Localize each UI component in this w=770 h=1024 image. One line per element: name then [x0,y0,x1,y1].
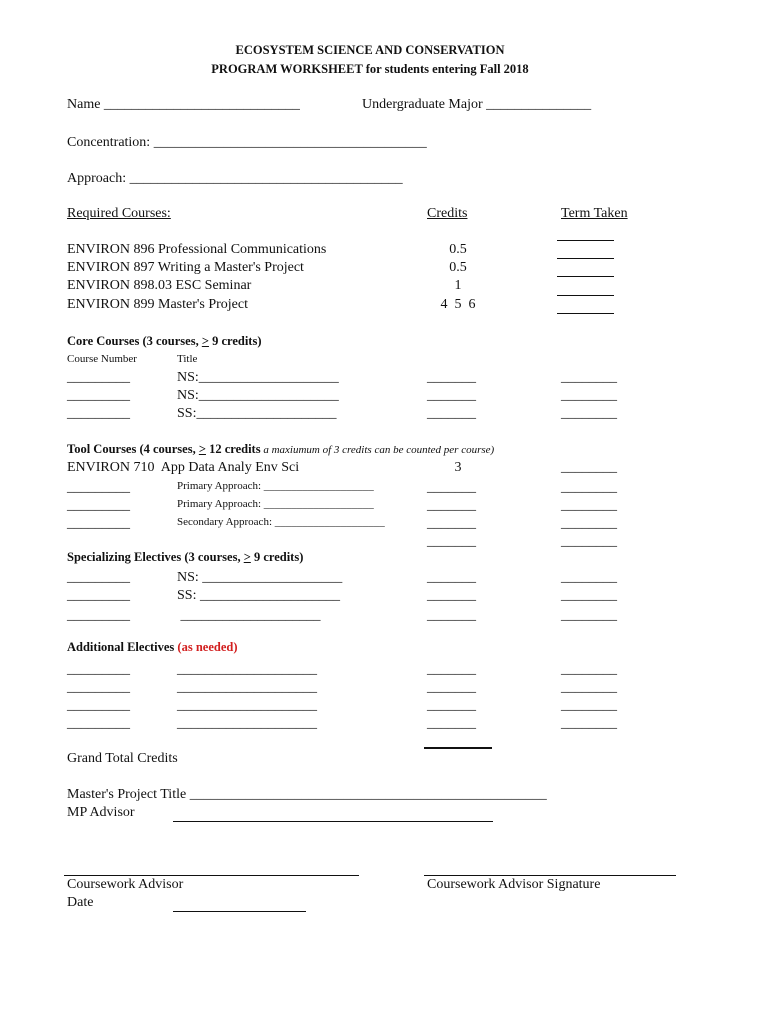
term-blank[interactable]: ________ [561,588,617,603]
term-blank[interactable]: ________ [561,388,617,403]
credits-blank[interactable]: _______ [427,498,476,513]
required-course-name: ENVIRON 896 Professional Communications [67,242,327,257]
term-blank[interactable]: ________ [561,370,617,385]
major-field[interactable]: Undergraduate Major _______________ [362,97,592,112]
credits-blank[interactable]: _______ [427,406,476,421]
advisor-signature-label: Coursework Advisor Signature [427,877,601,892]
course-number-blank[interactable]: _________ [67,698,130,713]
required-course-credits: 0.5 [449,242,467,257]
course-number-blank[interactable]: _________ [67,608,130,623]
term-blank[interactable]: ________ [561,570,617,585]
secondary-approach-blank[interactable]: Secondary Approach: ____________________ [177,516,385,528]
term-blank[interactable]: ________ [561,608,617,623]
term-blank[interactable]: ________ [561,460,617,475]
credits-blank[interactable]: _______ [427,370,476,385]
course-number-blank[interactable]: _________ [67,662,130,677]
course-number-blank[interactable]: _________ [67,588,130,603]
course-title-blank[interactable]: SS: ____________________ [177,588,340,603]
term-blank[interactable]: ________ [561,680,617,695]
title-col-label: Title [177,353,198,365]
specializing-electives-heading: Specializing Electives (3 courses, > 9 credits) [67,550,304,564]
mp-advisor-label: MP Advisor [67,805,135,820]
term-blank[interactable]: ________ [561,698,617,713]
credits-blank[interactable]: _______ [427,516,476,531]
course-title-blank[interactable]: NS:____________________ [177,388,339,403]
course-number-blank[interactable]: _________ [67,480,130,495]
primary-approach-blank[interactable]: Primary Approach: ____________________ [177,480,374,492]
required-course-credits: 1 [454,278,462,293]
additional-electives-heading: Additional Electives (as needed) [67,640,238,654]
required-course-name: ENVIRON 897 Writing a Master's Project [67,260,304,275]
date-blank[interactable] [173,911,306,912]
course-number-blank[interactable]: _________ [67,388,130,403]
form-title: ECOSYSTEM SCIENCE AND CONSERVATION [235,43,505,57]
term-taken-blank[interactable] [557,258,614,259]
credits-blank[interactable]: _______ [427,534,476,549]
term-taken-blank[interactable] [557,240,614,241]
term-blank[interactable]: ________ [561,516,617,531]
term-taken-blank[interactable] [557,276,614,277]
credits-blank[interactable]: _______ [427,698,476,713]
grand-total-blank[interactable] [424,747,492,749]
grand-total-label: Grand Total Credits [67,751,178,766]
course-title-blank[interactable]: ____________________ [177,608,321,623]
credits-blank[interactable]: _______ [427,608,476,623]
term-blank[interactable]: ________ [561,716,617,731]
course-title-blank[interactable]: SS:____________________ [177,406,337,421]
term-taken-heading: Term Taken [561,206,628,221]
course-title-blank[interactable]: NS: ____________________ [177,570,343,585]
credits-heading: Credits [427,206,468,221]
tool-course-fixed: ENVIRON 710 App Data Analy Env Sci [67,460,300,475]
required-course-name: ENVIRON 898.03 ESC Seminar [67,278,252,293]
course-title-blank[interactable]: ____________________ [177,716,317,731]
mp-advisor-blank[interactable] [173,821,493,822]
date-label: Date [67,895,94,910]
primary-approach-blank[interactable]: Primary Approach: ____________________ [177,498,374,510]
course-number-blank[interactable]: _________ [67,406,130,421]
term-blank[interactable]: ________ [561,406,617,421]
form-subtitle: PROGRAM WORKSHEET for students entering Fall 2018 [211,62,529,76]
course-number-col-label: Course Number [67,353,137,365]
concentration-field[interactable]: Concentration: _______________________________________ [67,135,427,150]
course-number-blank[interactable]: _________ [67,716,130,731]
course-title-blank[interactable]: ____________________ [177,698,317,713]
course-title-blank[interactable]: ____________________ [177,680,317,695]
credits-blank[interactable]: _______ [427,570,476,585]
term-blank[interactable]: ________ [561,498,617,513]
term-blank[interactable]: ________ [561,480,617,495]
course-number-blank[interactable]: _________ [67,370,130,385]
required-course-credits: 4 5 6 [440,297,476,312]
credits-blank[interactable]: _______ [427,680,476,695]
course-number-blank[interactable]: _________ [67,570,130,585]
required-course-credits: 0.5 [449,260,467,275]
required-courses-heading: Required Courses: [67,206,171,221]
course-title-blank[interactable]: ____________________ [177,662,317,677]
as-needed-note: (as needed) [177,640,238,654]
course-number-blank[interactable]: _________ [67,498,130,513]
credits-blank[interactable]: _______ [427,388,476,403]
credits-blank[interactable]: _______ [427,716,476,731]
term-blank[interactable]: ________ [561,662,617,677]
coursework-advisor-line[interactable] [64,875,359,876]
tool-courses-heading: Tool Courses (4 courses, > 12 credits a maxiumum of 3 credits can be counted per course) [67,442,495,456]
credits-blank[interactable]: _______ [427,662,476,677]
term-taken-blank[interactable] [557,295,614,296]
required-course-name: ENVIRON 899 Master's Project [67,297,248,312]
name-field[interactable]: Name ____________________________ [67,97,300,112]
masters-project-title-field[interactable]: Master's Project Title ___________________________________________________ [67,787,547,802]
coursework-advisor-label: Coursework Advisor [67,877,184,892]
term-taken-blank[interactable] [557,313,614,314]
advisor-signature-line[interactable] [424,875,676,876]
course-number-blank[interactable]: _________ [67,516,130,531]
credits-blank[interactable]: _______ [427,480,476,495]
credits-blank[interactable]: _______ [427,588,476,603]
course-title-blank[interactable]: NS:____________________ [177,370,339,385]
term-blank[interactable]: ________ [561,534,617,549]
course-number-blank[interactable]: _________ [67,680,130,695]
approach-field[interactable]: Approach: _______________________________________ [67,171,403,186]
tool-course-fixed-credits: 3 [454,460,462,475]
core-courses-heading: Core Courses (3 courses, > 9 credits) [67,334,262,348]
